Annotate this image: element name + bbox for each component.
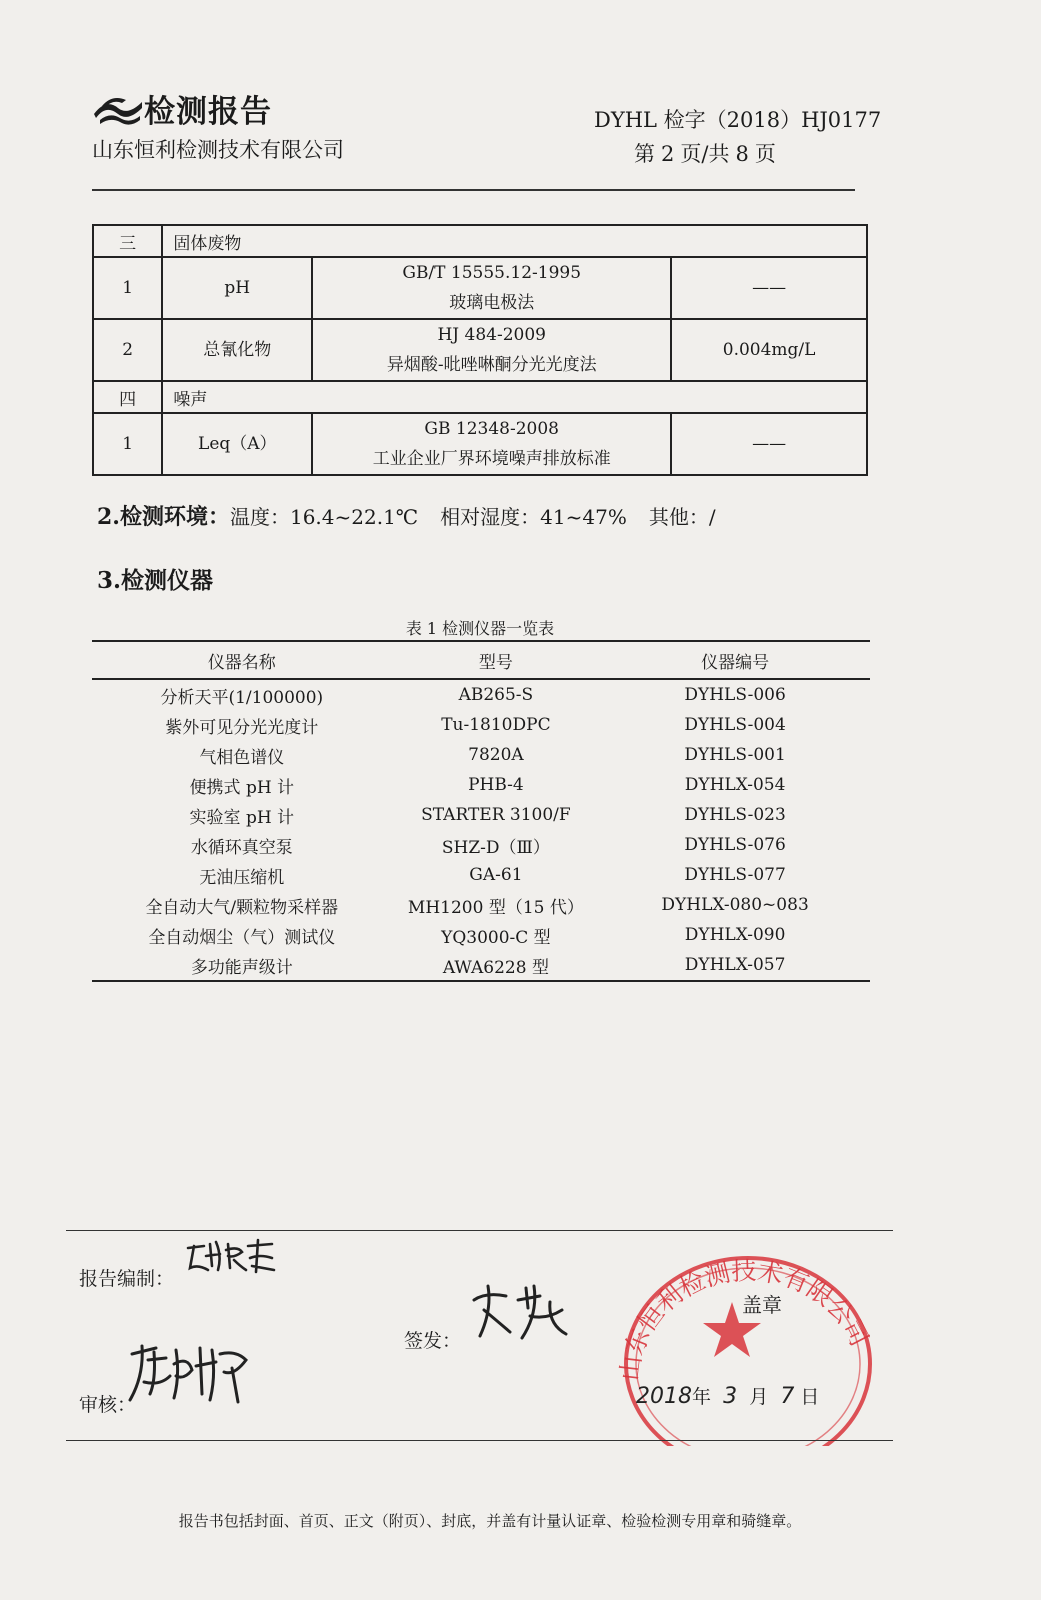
instrument-name-cell: 紫外可见分光光度计 <box>165 717 319 738</box>
instrument-model-cell: YQ3000-C 型 <box>441 927 551 948</box>
instrument-name-cell: 全自动大气/颗粒物采样器 <box>145 897 339 918</box>
page-indicator: 第 2 页/共 8 页 <box>634 142 776 166</box>
instrument-model-cell: MH1200 型（15 代） <box>407 897 584 918</box>
table-row <box>92 950 870 981</box>
issuer-signature <box>466 1280 576 1344</box>
table-row <box>92 830 870 860</box>
instrument-id-cell: DYHLS-001 <box>684 745 786 765</box>
instrument-name-cell: 全自动烟尘（气）测试仪 <box>148 927 336 948</box>
instrument-name-cell: 水循环真空泵 <box>190 837 293 858</box>
section-row: 三 固体废物 <box>93 225 867 257</box>
instruments-heading: 3.检测仪器 <box>97 567 214 594</box>
instrument-model-cell: AB265-S <box>458 685 534 705</box>
table-row <box>92 890 870 920</box>
footer-note: 报告书包括封面、首页、正文（附页）、封底，并盖有计量认证章、检验检测专用章和骑缝章。 <box>178 1512 802 1530</box>
instrument-id-cell: DYHLS-006 <box>684 685 786 705</box>
instrument-name-cell: 分析天平(1/100000) <box>160 687 324 708</box>
instrument-id-cell: DYHLS-004 <box>684 715 786 735</box>
reviewer-label: 审核： <box>79 1394 137 1416</box>
signature-divider-top <box>66 1230 893 1231</box>
table-row <box>92 679 870 710</box>
table-caption: 表 1 检测仪器一览表 <box>405 619 555 638</box>
instrument-id-cell: DYHLS-023 <box>684 805 786 825</box>
svg-text:山东恒利检测技术有限公司: 山东恒利检测技术有限公司 <box>614 1256 875 1383</box>
instrument-name-cell: 实验室 pH 计 <box>189 807 295 828</box>
reviewer-signature <box>126 1336 256 1408</box>
instrument-id-cell: DYHLX-090 <box>684 925 786 945</box>
instrument-name-cell: 无油压缩机 <box>199 867 285 888</box>
svg-text:盖章: 盖章 <box>742 1293 782 1317</box>
test-items-table <box>92 224 868 476</box>
instrument-model-cell: PHB-4 <box>468 775 524 795</box>
instrument-id-cell: DYHLS-076 <box>684 835 786 855</box>
instrument-id-cell: DYHLX-054 <box>684 775 786 795</box>
instruments-table <box>92 640 870 982</box>
instrument-name-cell: 气相色谱仪 <box>199 747 285 768</box>
table-row <box>92 770 870 800</box>
table-row: 1 Leq（A） GB 12348-2008 工业企业厂界环境噪声排放标准 —— <box>93 413 867 475</box>
document-number: DYHL 检字（2018）HJ0177 <box>594 108 882 132</box>
test-environment: 2.检测环境：温度：16.4~22.1℃ 相对湿度：41~47% 其他：/ <box>97 504 716 530</box>
report-title: 检测报告 <box>144 94 272 130</box>
instrument-id-cell: DYHLX-080~083 <box>661 895 809 915</box>
instrument-model-cell: STARTER 3100/F <box>421 805 571 825</box>
issue-date: 2018年 3 月 7 日 <box>636 1384 820 1409</box>
company-name: 山东恒利检测技术有限公司 <box>92 138 344 162</box>
table-row <box>92 710 870 740</box>
instrument-id-cell: DYHLS-077 <box>684 865 786 885</box>
table-row: 1 pH GB/T 15555.12-1995 玻璃电极法 —— <box>93 257 867 319</box>
table-row <box>92 920 870 950</box>
instrument-name-cell: 便携式 pH 计 <box>189 777 295 798</box>
issuer-label: 签发： <box>404 1330 462 1352</box>
instrument-model-cell: Tu-1810DPC <box>441 715 551 735</box>
instrument-model-cell: SHZ-D（Ⅲ） <box>441 837 550 858</box>
table-row <box>92 740 870 770</box>
compiler-signature <box>182 1236 278 1278</box>
table-row <box>92 800 870 830</box>
instrument-model-cell: GA-61 <box>469 865 523 885</box>
company-logo <box>92 92 144 126</box>
instrument-model-cell: 7820A <box>468 745 524 765</box>
compiler-label: 报告编制： <box>79 1268 175 1290</box>
header-divider <box>92 189 855 191</box>
signature-divider-bottom <box>66 1440 893 1441</box>
section-row: 四 噪声 <box>93 381 867 413</box>
instrument-id-cell: DYHLX-057 <box>600 950 870 981</box>
table-header-row: 仪器名称 型号 仪器编号 <box>92 641 870 679</box>
instrument-name-cell: 多功能声级计 <box>92 950 392 981</box>
table-row: 2 总氰化物 HJ 484-2009 异烟酸-吡唑啉酮分光光度法 0.004mg/L <box>93 319 867 381</box>
instrument-model-cell: AWA6228 型 <box>392 950 601 981</box>
table-row <box>92 860 870 890</box>
official-seal <box>612 1246 877 1446</box>
